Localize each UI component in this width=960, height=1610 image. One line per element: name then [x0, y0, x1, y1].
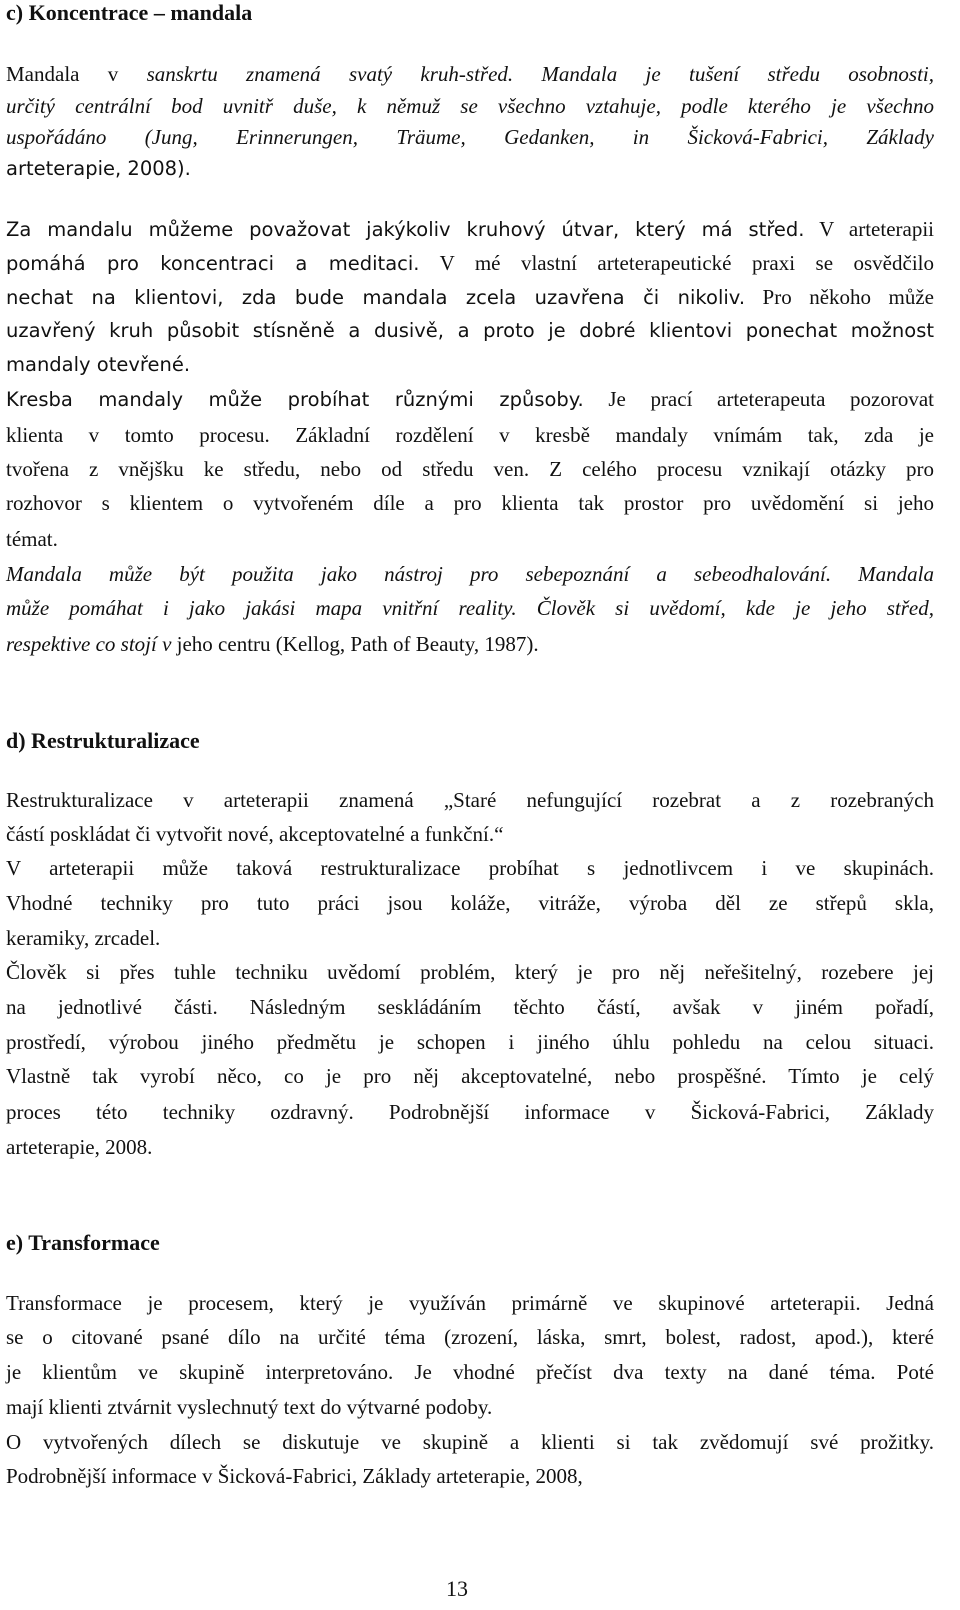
paragraph-line: Vlastně tak vyrobí něco, co je pro něj akceptovatelné, nebo prospěšné. Tímto je celý	[6, 1064, 934, 1088]
text-span: nechat na klientovi, zda bude mandala zcela uzavřena či nikoliv.	[6, 286, 746, 309]
paragraph-line: na jednotlivé části. Následným seskládáním těchto částí, avšak v jiném pořadí,	[6, 995, 934, 1019]
paragraph-line: se o citované psané dílo na určité téma (zrození, láska, smrt, bolest, radost, apod.), které	[6, 1325, 934, 1349]
text-span: tvořena z vnějšku ke středu, nebo od středu ven.	[6, 457, 530, 481]
text-span: V mé vlastní arteterapeutické praxi se osvědčilo	[419, 251, 934, 275]
text-span: Mandala v	[6, 62, 147, 86]
paragraph-line: arteterapie, 2008.	[6, 1135, 153, 1159]
text-span: Z celého procesu vznikají otázky pro	[529, 457, 934, 481]
text-span: jeho centru (Kellog, Path of Beauty, 1987).	[171, 632, 539, 656]
section-heading-restrukturalizace: d) Restrukturalizace	[6, 728, 200, 753]
section-heading-koncentrace: c) Koncentrace – mandala	[6, 0, 253, 25]
paragraph-line: určitý centrální bod uvnitř duše, k němuž se všechno vztahuje, podle kterého je všechno	[6, 94, 934, 118]
text-span: klienta v tomto procesu.	[6, 423, 270, 447]
paragraph-line	[6, 217, 934, 242]
paragraph-line	[6, 632, 934, 656]
page-number: 13	[446, 1576, 468, 1601]
text-span: Za mandalu můžeme považovat jakýkoliv kruhový útvar, který má střed.	[6, 218, 805, 241]
paragraph-line: mandaly otevřené.	[6, 353, 191, 376]
text-span: Základní rozdělení v kresbě mandaly vnímám tak, zda je	[269, 423, 934, 447]
paragraph-line: arteterapie, 2008).	[6, 157, 191, 180]
paragraph-line: proces této techniky ozdravný. Podrobnější informace v Šicková-Fabrici, Základy	[6, 1100, 934, 1124]
paragraph-line	[6, 125, 934, 149]
paragraph-line: Podrobnější informace v Šicková-Fabrici, Základy arteterapie, 2008,	[6, 1464, 583, 1488]
paragraph-line	[6, 457, 934, 481]
italic-span: uspořádáno	[6, 125, 107, 149]
paragraph-line: Vhodné techniky pro tuto práci jsou koláže, vitráže, výroba děl ze střepů skla,	[6, 891, 934, 915]
paragraph-line: keramiky, zrcadel.	[6, 926, 161, 950]
paragraph-line: mají klienti ztvárnit vyslechnutý text do výtvarné podoby.	[6, 1395, 493, 1419]
paragraph-line: může pomáhat i jako jakási mapa vnitřní reality. Člověk si uvědomí, kde je jeho střed,	[6, 596, 934, 620]
paragraph-line	[6, 423, 934, 447]
paragraph-line: V arteterapii může taková restrukturalizace probíhat s jednotlivcem i ve skupinách.	[6, 856, 934, 880]
paragraph-line: Restrukturalizace v arteterapii znamená „Staré nefungující rozebrat a z rozebraných	[6, 788, 934, 812]
text-span: Pro někoho může	[745, 285, 934, 309]
italic-span: respektive co stojí v	[6, 632, 172, 656]
paragraph-line: témat.	[6, 527, 58, 551]
paragraph-line: částí poskládat či vytvořit nové, akceptovatelné a funkční.“	[6, 822, 504, 846]
text-span: V arteterapii	[804, 217, 934, 241]
paragraph-line: je klientům ve skupině interpretováno. Je vhodné přečíst dva texty na dané téma. Poté	[6, 1360, 934, 1384]
paragraph-line	[6, 62, 934, 86]
italic-span: sanskrtu znamená svatý kruh-střed. Mandala je tušení středu osobnosti,	[146, 62, 934, 86]
text-span: Je prací arteterapeuta pozorovat	[583, 387, 934, 411]
paragraph-line: rozhovor s klientem o vytvořeném díle a pro klienta tak prostor pro uvědomění si jeho	[6, 491, 934, 515]
paragraph-line: Mandala může být použita jako nástroj pro sebepoznání a sebeodhalování. Mandala	[6, 562, 934, 586]
text-span: Kresba mandaly může probíhat různými způsoby.	[6, 388, 584, 411]
paragraph-line	[6, 251, 934, 276]
italic-span: (Jung, Erinnerungen, Träume, Gedanken, in Šicková-Fabrici, Základy	[106, 125, 934, 149]
paragraph-line	[6, 285, 934, 310]
text-span: pomáhá pro koncentraci a meditaci.	[6, 252, 420, 275]
paragraph-line: prostředí, výrobou jiného předmětu je schopen i jiného úhlu pohledu na celou situaci.	[6, 1030, 934, 1054]
section-heading-transformace: e) Transformace	[6, 1230, 160, 1255]
paragraph-line	[6, 387, 934, 412]
paragraph-line: Člověk si přes tuhle techniku uvědomí problém, který je pro něj neřešitelný, rozebere jej	[6, 960, 934, 984]
paragraph-line: Transformace je procesem, který je využíván primárně ve skupinové arteterapii. Jedná	[6, 1291, 934, 1315]
paragraph-line: uzavřený kruh působit stísněně a dusivě, a proto je dobré klientovi ponechat možnost	[6, 319, 934, 342]
paragraph-line: O vytvořených dílech se diskutuje ve skupině a klienti si tak zvědomují své prožitky.	[6, 1430, 934, 1454]
